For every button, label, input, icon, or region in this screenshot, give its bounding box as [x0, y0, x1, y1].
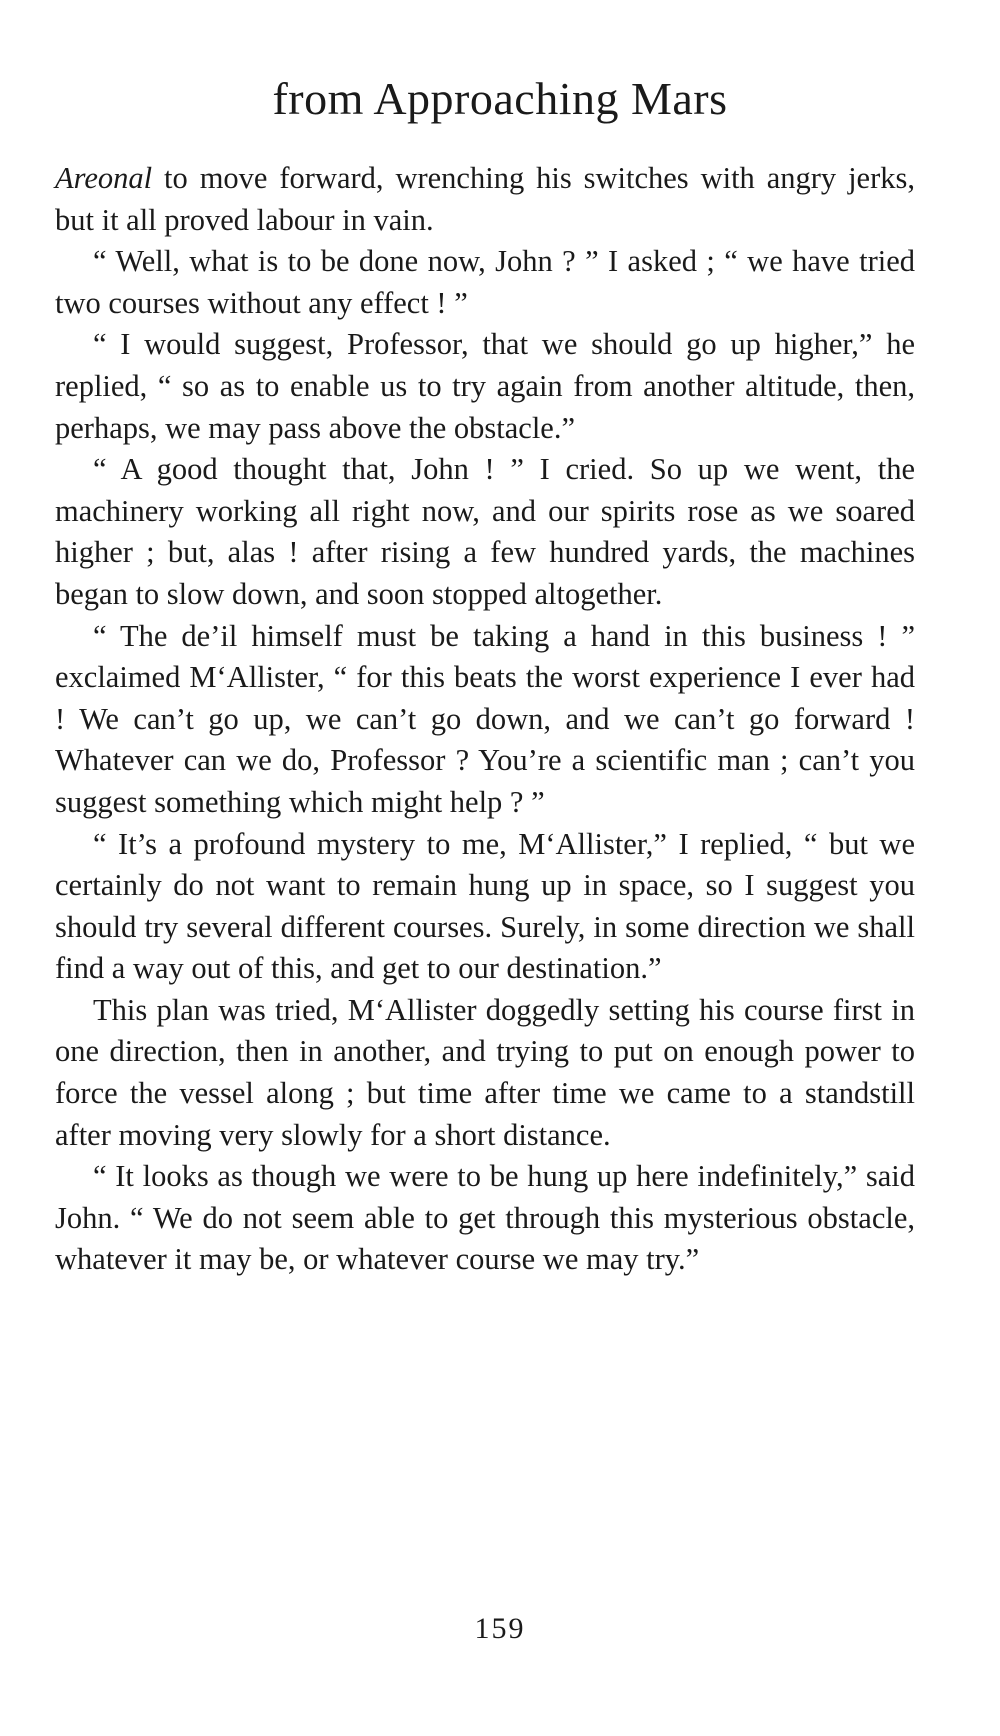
body-text — [55, 158, 915, 1281]
paragraph-1-text: to move forward, wrenching his switches with angry jerks, but it all proved labour in vain. — [55, 161, 915, 237]
paragraph-4: “ A good thought that, John ! ” I cried. So up we went, the machinery working all right now, and our spirits rose as we soared higher ; but, alas ! after rising a few hundred yards, the machines began to slow down, and soon stopped altogether. — [55, 452, 915, 611]
paragraph-3: “ I would suggest, Professor, that we should go up higher,” he replied, “ so as to enable us to try again from another altitude, then, perhaps, we may pass above the obstacle.” — [55, 327, 915, 445]
running-title: from Approaching Mars — [272, 73, 728, 124]
page-number: 159 — [474, 1612, 526, 1645]
paragraph-2: “ Well, what is to be done now, John ? ” I asked ; “ we have tried two courses without any effect ! ” — [55, 244, 915, 320]
paragraph-1 — [55, 158, 915, 241]
ship-name: Areonal — [55, 161, 153, 195]
paragraph-5: “ The de’il himself must be taking a hand in this business ! ” exclaimed M‘Allister, “ for this beats the worst experience I ever had ! We can’t go up, we can’t go down, and we can’t go forward ! Whatever can we do, Professor ? You’re a scientific man ; can’t you suggest something which might help ? ” — [55, 618, 915, 819]
paragraph-7: This plan was tried, M‘Allister doggedly setting his course first in one direction, then in another, and trying to put on enough power to force the vessel along ; but time after time we came to a standstill after moving very slowly for a short distance. — [55, 992, 915, 1152]
paragraph-8: “ It looks as though we were to be hung up here indefinitely,” said John. “ We do not seem able to get through this mysterious obstacle, whatever it may be, or whatever course we may try.” — [55, 1159, 915, 1277]
paragraph-6: “ It’s a profound mystery to me, M‘Allister,” I replied, “ but we certainly do not want to remain hung up in space, so I suggest you should try several different courses. Surely, in some direction we shall find a way out of this, and get to our destination.” — [55, 826, 915, 986]
